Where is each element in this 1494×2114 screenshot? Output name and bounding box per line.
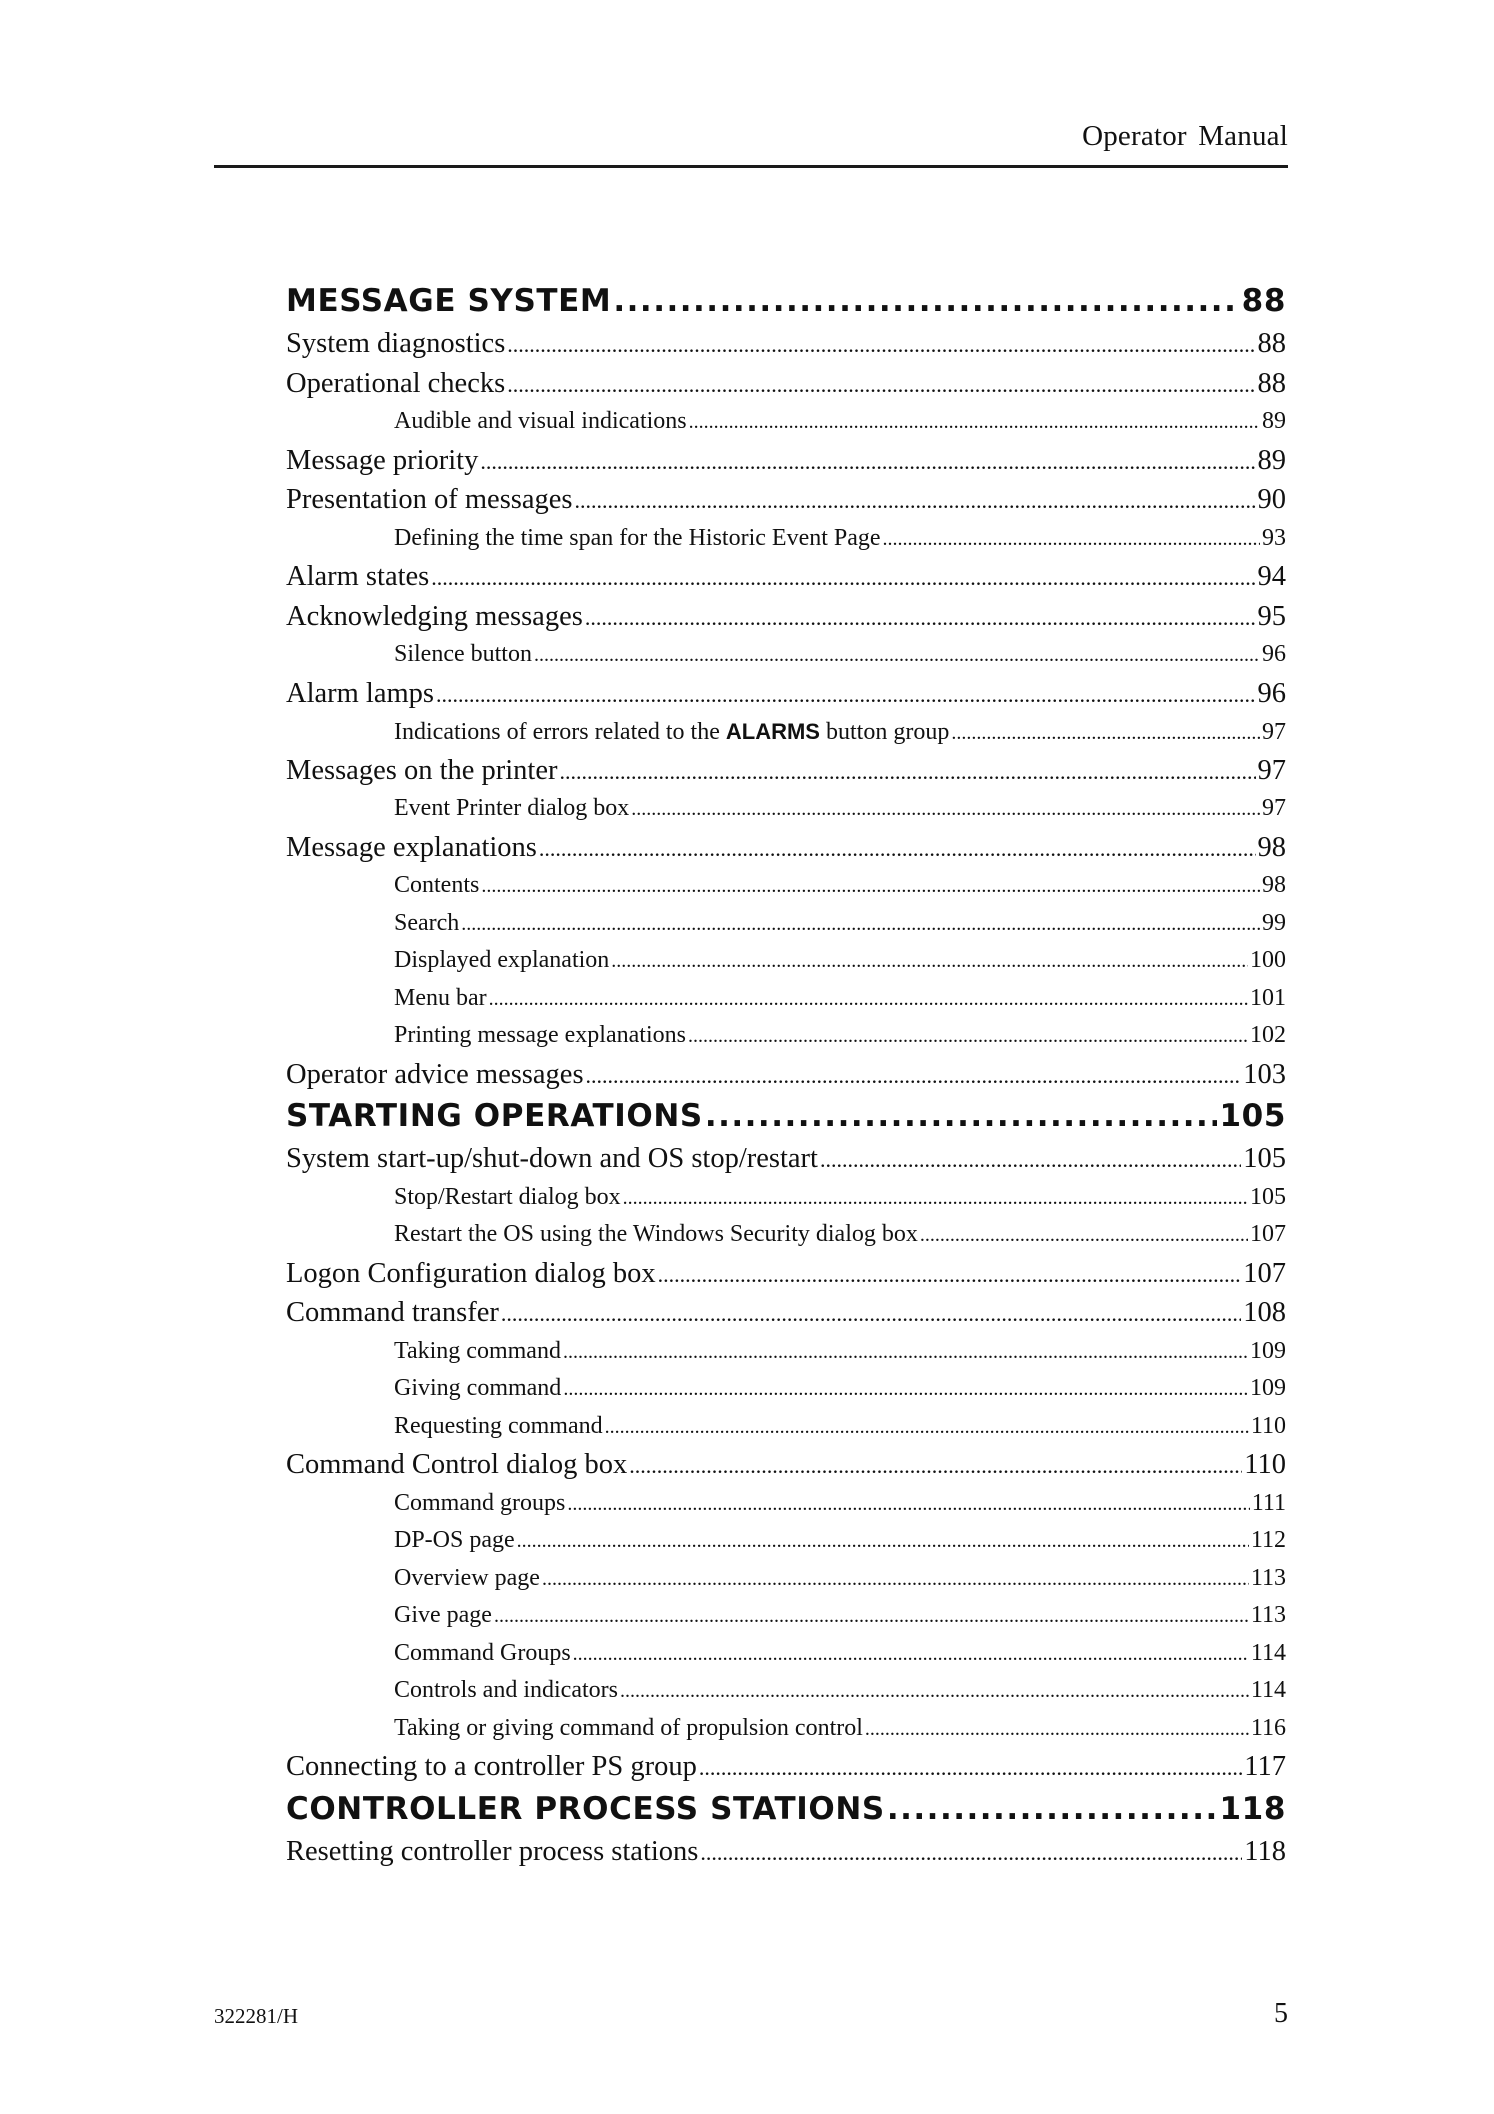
toc-leader-dots (613, 279, 1239, 324)
toc-leader-dots (517, 1523, 1249, 1561)
header-title: Operator Manual (1082, 120, 1288, 152)
toc-leader-dots (820, 1140, 1241, 1180)
toc-entry-page: 102 (1250, 1022, 1286, 1048)
toc-entry-title: Resetting controller process stations (286, 1835, 699, 1867)
toc-leader-dots (431, 558, 1255, 598)
toc-section-entry (286, 480, 1286, 520)
toc-entry-page: 113 (1250, 1564, 1286, 1591)
toc-leader-dots (700, 1833, 1242, 1873)
toc-section-entry (286, 441, 1286, 481)
toc-entry-page: 113 (1250, 1602, 1286, 1628)
toc-subsection-entry (286, 1179, 1286, 1217)
toc-entry-page: 110 (1244, 1449, 1286, 1480)
toc-entry-page: 116 (1250, 1714, 1286, 1741)
toc-leader-dots (705, 1094, 1218, 1139)
toc-entry-title: Silence button (394, 641, 532, 667)
toc-entry-page: 89 (1262, 408, 1286, 434)
toc-leader-dots (951, 715, 1260, 753)
toc-leader-dots (887, 1787, 1218, 1832)
toc-entry-page: 117 (1244, 1751, 1286, 1782)
toc-section-entry (286, 364, 1286, 404)
toc-leader-dots (883, 521, 1260, 559)
toc-entry-page: 90 (1257, 484, 1286, 515)
toc-entry-title: Operator advice messages (286, 1058, 584, 1090)
toc-entry-page: 97 (1257, 754, 1286, 786)
toc-leader-dots (494, 1598, 1249, 1636)
toc-entry-page: 88 (1257, 367, 1286, 399)
toc-subsection-entry (286, 867, 1286, 905)
toc-entry-title: Stop/Restart dialog box (394, 1183, 621, 1210)
toc-leader-dots (605, 1409, 1249, 1447)
toc-chapter-entry (286, 279, 1286, 324)
toc-leader-dots (573, 1636, 1249, 1674)
toc-leader-dots (658, 1255, 1242, 1295)
toc-entry-title: Defining the time span for the Historic Event Page (394, 524, 881, 551)
toc-entry-title: Search (394, 909, 460, 936)
toc-leader-dots (489, 981, 1248, 1019)
toc-subsection-entry (286, 942, 1286, 980)
toc-leader-dots (542, 1561, 1249, 1599)
toc-entry-title: System start-up/shut-down and OS stop/restart (286, 1143, 818, 1174)
toc-leader-dots (623, 1180, 1248, 1218)
toc-entry-title: Command Control dialog box (286, 1449, 628, 1480)
table-of-contents (286, 279, 1286, 1871)
toc-subsection-entry (286, 1017, 1286, 1055)
toc-leader-dots (539, 829, 1256, 869)
toc-entry-title (394, 713, 949, 752)
toc-leader-dots (480, 442, 1255, 482)
toc-entry-title: Menu bar (394, 984, 487, 1011)
toc-entry-page: 118 (1219, 1790, 1286, 1827)
toc-section-entry (286, 751, 1286, 791)
toc-subsection-entry (286, 1370, 1286, 1408)
toc-leader-dots (436, 675, 1255, 715)
toc-entry-title: Logon Configuration dialog box (286, 1257, 656, 1289)
toc-section-entry (286, 597, 1286, 637)
toc-subsection-entry (286, 905, 1286, 943)
toc-section-entry (286, 828, 1286, 868)
toc-section-entry (286, 674, 1286, 714)
document-number: 322281/H (214, 2004, 298, 2028)
toc-entry-page: 96 (1262, 641, 1286, 667)
toc-subsection-entry (286, 1672, 1286, 1710)
toc-entry-title: Operational checks (286, 367, 506, 399)
toc-subsection-entry (286, 636, 1286, 674)
toc-entry-title: Acknowledging messages (286, 600, 583, 632)
toc-entry-page: 114 (1250, 1677, 1286, 1703)
toc-leader-dots (585, 598, 1256, 638)
toc-leader-dots (629, 1446, 1242, 1486)
toc-leader-dots (611, 943, 1248, 981)
toc-section-entry (286, 1747, 1286, 1787)
toc-entry-page: 98 (1262, 872, 1286, 898)
toc-entry-page: 96 (1257, 677, 1286, 709)
toc-entry-page: 99 (1262, 909, 1286, 936)
toc-section-entry (286, 1055, 1286, 1095)
toc-entry-title: Alarm lamps (286, 677, 435, 709)
toc-leader-dots (575, 481, 1256, 521)
toc-entry-page: 105 (1243, 1143, 1286, 1174)
toc-entry-page: 94 (1257, 561, 1286, 592)
toc-entry-title: Restart the OS using the Windows Security dialog box (394, 1221, 918, 1247)
toc-entry-title: Event Printer dialog box (394, 795, 630, 821)
toc-entry-title: CONTROLLER PROCESS STATIONS (286, 1790, 885, 1827)
toc-entry-title: Displayed explanation (394, 947, 610, 973)
toc-entry-title: Giving command (394, 1375, 562, 1401)
toc-chapter-entry (286, 1787, 1286, 1832)
toc-subsection-entry (286, 1597, 1286, 1635)
toc-subsection-entry (286, 713, 1286, 751)
toc-chapter-entry (286, 1094, 1286, 1139)
toc-leader-dots (507, 365, 1255, 405)
toc-entry-title: Presentation of messages (286, 484, 573, 515)
toc-entry-title-text: button group (819, 719, 950, 745)
toc-entry-title: Command groups (394, 1489, 566, 1516)
toc-leader-dots (481, 868, 1260, 906)
toc-entry-title: Audible and visual indications (394, 408, 687, 434)
toc-entry-page: 95 (1257, 600, 1286, 632)
toc-entry-title: Alarm states (286, 561, 430, 592)
toc-entry-page: 107 (1250, 1221, 1286, 1247)
toc-entry-page: 109 (1250, 1375, 1286, 1401)
toc-entry-page: 114 (1250, 1639, 1286, 1666)
toc-section-entry (286, 324, 1286, 364)
toc-section-entry (286, 557, 1286, 597)
toc-entry-page: 112 (1250, 1527, 1286, 1553)
toc-leader-dots (688, 1018, 1248, 1056)
toc-leader-dots (689, 404, 1260, 442)
toc-leader-dots (507, 325, 1255, 365)
toc-entry-title: Taking or giving command of propulsion control (394, 1714, 863, 1741)
toc-section-entry (286, 1832, 1286, 1872)
toc-subsection-entry (286, 1635, 1286, 1673)
toc-leader-dots (534, 637, 1260, 675)
toc-entry-keyword: ALARMS (725, 719, 820, 744)
toc-entry-page: 118 (1244, 1835, 1286, 1867)
toc-entry-title: Messages on the printer (286, 754, 558, 786)
toc-entry-title: Give page (394, 1602, 492, 1628)
toc-leader-dots (501, 1294, 1241, 1334)
toc-entry-page: 97 (1262, 795, 1286, 821)
toc-entry-title: Command Groups (394, 1639, 571, 1666)
toc-entry-page: 101 (1250, 984, 1286, 1011)
toc-entry-title: Contents (394, 872, 480, 898)
toc-entry-title: Controls and indicators (394, 1677, 618, 1703)
toc-entry-title: Message priority (286, 444, 479, 476)
toc-section-entry (286, 1139, 1286, 1179)
toc-leader-dots (563, 1334, 1248, 1372)
toc-leader-dots (559, 752, 1255, 792)
toc-leader-dots (631, 791, 1260, 829)
toc-entry-page: 108 (1243, 1297, 1286, 1328)
toc-entry-page: 88 (1241, 283, 1286, 319)
toc-entry-page: 88 (1257, 328, 1286, 359)
toc-entry-page: 109 (1250, 1337, 1286, 1364)
toc-subsection-entry (286, 1485, 1286, 1523)
toc-entry-page: 93 (1262, 524, 1286, 551)
toc-leader-dots (620, 1673, 1249, 1711)
toc-entry-title: Overview page (394, 1564, 540, 1591)
toc-subsection-entry (286, 1216, 1286, 1254)
toc-entry-page: 103 (1243, 1058, 1286, 1090)
toc-leader-dots (699, 1748, 1242, 1788)
toc-entry-title: Printing message explanations (394, 1022, 686, 1048)
toc-entry-page: 107 (1243, 1257, 1286, 1289)
toc-subsection-entry (286, 790, 1286, 828)
toc-section-entry (286, 1254, 1286, 1294)
toc-entry-title: Connecting to a controller PS group (286, 1751, 697, 1782)
toc-leader-dots (563, 1371, 1248, 1409)
toc-entry-page: 100 (1250, 947, 1286, 973)
toc-subsection-entry (286, 520, 1286, 558)
toc-section-entry (286, 1293, 1286, 1333)
toc-entry-title: Taking command (394, 1337, 561, 1364)
page-header (214, 118, 1288, 168)
toc-entry-title: System diagnostics (286, 328, 506, 359)
toc-entry-title-text: Indications of errors related to the (394, 719, 726, 745)
toc-entry-page: 98 (1257, 831, 1286, 863)
toc-subsection-entry (286, 1560, 1286, 1598)
toc-entry-title: DP-OS page (394, 1527, 515, 1553)
toc-leader-dots (920, 1217, 1248, 1255)
toc-entry-title: Command transfer (286, 1297, 499, 1328)
toc-entry-page: 110 (1250, 1412, 1286, 1439)
toc-subsection-entry (286, 403, 1286, 441)
toc-subsection-entry (286, 1710, 1286, 1748)
toc-subsection-entry (286, 1333, 1286, 1371)
toc-subsection-entry (286, 1408, 1286, 1446)
toc-leader-dots (865, 1711, 1249, 1749)
page-number: 5 (1274, 1998, 1288, 2029)
toc-entry-page: 111 (1251, 1489, 1286, 1516)
toc-entry-title: Message explanations (286, 831, 537, 863)
toc-leader-dots (461, 906, 1260, 944)
toc-leader-dots (567, 1486, 1249, 1524)
toc-entry-title: MESSAGE SYSTEM (286, 283, 612, 319)
toc-entry-title: STARTING OPERATIONS (286, 1098, 703, 1134)
toc-entry-page: 105 (1250, 1183, 1286, 1210)
toc-leader-dots (586, 1056, 1242, 1096)
toc-section-entry (286, 1445, 1286, 1485)
toc-entry-page: 89 (1257, 444, 1286, 476)
toc-entry-page: 97 (1262, 719, 1286, 745)
toc-subsection-entry (286, 1522, 1286, 1560)
toc-entry-title: Requesting command (394, 1412, 603, 1439)
toc-subsection-entry (286, 980, 1286, 1018)
toc-entry-page: 105 (1219, 1098, 1286, 1134)
